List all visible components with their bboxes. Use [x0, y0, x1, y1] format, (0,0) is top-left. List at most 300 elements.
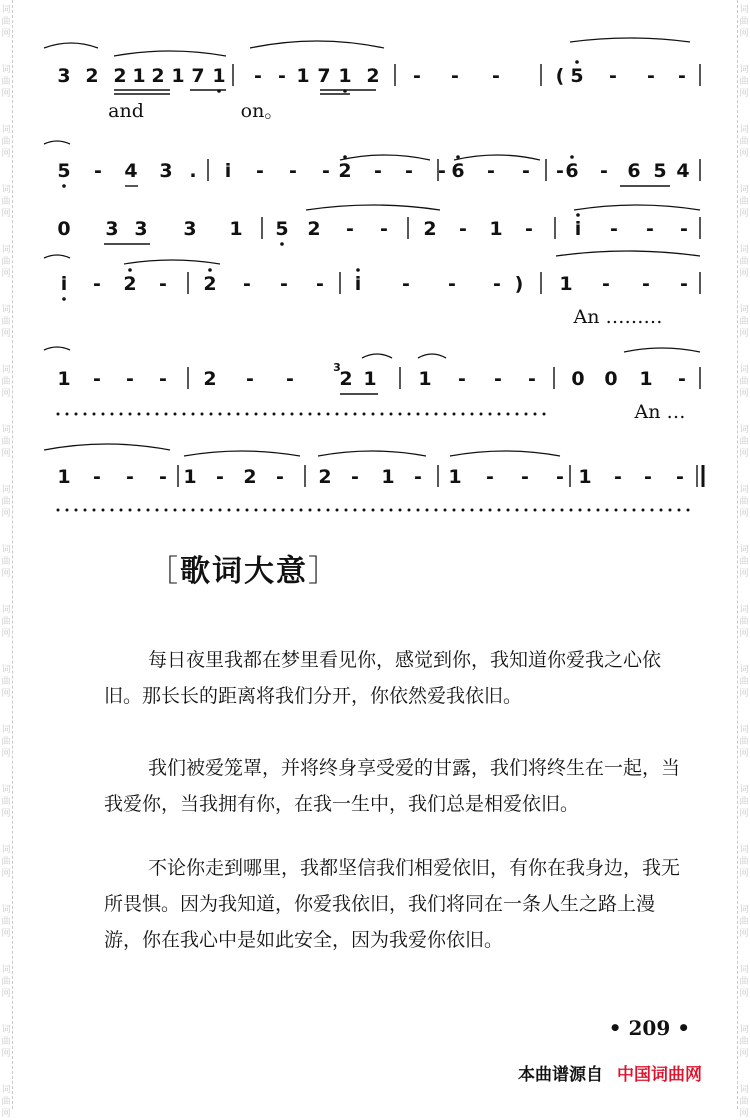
lyric-extension-dot [210, 509, 213, 512]
watermark-text: 词 曲 网 [1, 65, 11, 99]
lyric-extension-dot [210, 413, 213, 416]
row2-note-5: i [224, 160, 232, 182]
lyric-extension-dot [336, 413, 339, 416]
watermark-text: 词 曲 网 [739, 545, 749, 579]
lyric-extension-dot [444, 509, 447, 512]
row4-note-16: - [680, 273, 688, 295]
slur-arc [44, 347, 70, 350]
row2-note-1: - [94, 160, 102, 182]
row1-note-12: 1 [338, 65, 352, 87]
row3-note-11: 1 [489, 218, 503, 240]
row2-note-19: 6 [627, 160, 641, 182]
octave-dot [217, 89, 221, 93]
row5-note-5: - [246, 368, 254, 390]
lyric-extension-dot [633, 509, 636, 512]
row3-note-8: - [380, 218, 388, 240]
lyric-extension-dot [408, 413, 411, 416]
row5-note-9: 1 [418, 368, 432, 390]
lyric-extension-dot [237, 413, 240, 416]
row1-lyric-on: on。 [240, 100, 284, 122]
row6-note-3: - [159, 466, 167, 488]
row2-note-12: - [438, 160, 446, 182]
watermark-text: 词 曲 网 [739, 845, 749, 879]
watermark-text: 词 曲 网 [1, 965, 11, 999]
slur-arc [44, 255, 70, 258]
lyric-extension-dot [120, 509, 123, 512]
row6-note-14: - [521, 466, 529, 488]
row2-note-16: - [556, 160, 564, 182]
octave-dot [343, 89, 347, 93]
lyric-extension-dot [534, 509, 537, 512]
lyric-extension-dot [300, 509, 303, 512]
lyric-extension-dot [165, 509, 168, 512]
slur-arc [44, 141, 70, 144]
row4-note-7: - [316, 273, 324, 295]
lyric-extension-dot [507, 413, 510, 416]
watermark-text: 词 曲 网 [1, 185, 11, 219]
lyric-extension-dot [516, 413, 519, 416]
lyric-extension-dot [75, 509, 78, 512]
watermark-text: 词 曲 网 [1, 725, 11, 759]
octave-dot [575, 60, 579, 64]
row4-note-1: - [93, 273, 101, 295]
lyric-extension-dot [525, 413, 528, 416]
row2-note-4: . [189, 160, 197, 182]
lyric-extension-dot [363, 413, 366, 416]
lyric-extension-dot [363, 509, 366, 512]
lyric-extension-dot [453, 509, 456, 512]
slur-arc [184, 451, 300, 456]
watermark-text: 词 曲 网 [739, 965, 749, 999]
watermark-text: 词 曲 网 [739, 5, 749, 39]
watermark-text: 词 曲 网 [739, 1085, 749, 1119]
row3-note-3: 3 [183, 218, 197, 240]
lyric-extension-dot [273, 509, 276, 512]
row3-note-2: 3 [134, 218, 148, 240]
lyric-extension-dot [174, 413, 177, 416]
row1-note-15: - [451, 65, 459, 87]
lyric-extension-dot [255, 509, 258, 512]
row4-note-5: - [243, 273, 251, 295]
row1-note-2: 2 [113, 65, 127, 87]
row4-note-10: - [448, 273, 456, 295]
lyric-extension-dot [300, 413, 303, 416]
lyric-extension-dot [471, 413, 474, 416]
row6-note-9: - [351, 466, 359, 488]
row2-note-3: 3 [159, 160, 173, 182]
lyric-extension-dot [147, 509, 150, 512]
watermark-text: 词 曲 网 [1, 545, 11, 579]
lyric-extension-dot [516, 509, 519, 512]
lyric-extension-dot [498, 413, 501, 416]
row1-note-3: 1 [132, 65, 146, 87]
row6-note-19: - [676, 466, 684, 488]
row5-note-7: 2 [339, 368, 353, 390]
watermark-text: 词 曲 网 [1, 305, 11, 339]
row5-note-10: - [458, 368, 466, 390]
row5-note-14: 0 [604, 368, 618, 390]
lyric-extension-dot [669, 509, 672, 512]
watermark-text: 词 曲 网 [1, 365, 11, 399]
octave-dot [128, 268, 132, 272]
lyric-extension-dot [381, 413, 384, 416]
watermark-text: 词 曲 网 [739, 605, 749, 639]
lyric-extension-dot [147, 413, 150, 416]
watermark-text: 词 曲 网 [1, 665, 11, 699]
slur-arc [124, 260, 220, 264]
row2-note-18: - [600, 160, 608, 182]
lyric-extension-dot [354, 413, 357, 416]
row2-note-9: 2 [338, 160, 352, 182]
row5-note-12: - [528, 368, 536, 390]
lyric-extension-dot [129, 413, 132, 416]
row6-note-7: - [276, 466, 284, 488]
watermark-text: 词 曲 网 [1, 125, 11, 159]
octave-dot [62, 184, 66, 188]
lyric-extension-dot [138, 509, 141, 512]
lyric-extension-dot [129, 509, 132, 512]
lyric-extension-dot [282, 509, 285, 512]
slur-arc [318, 451, 426, 456]
lyric-extension-dot [615, 509, 618, 512]
row3-note-15: - [646, 218, 654, 240]
lyric-extension-dot [219, 413, 222, 416]
lyric-extension-dot [273, 413, 276, 416]
row1-note-21: - [678, 65, 686, 87]
lyric-extension-dot [84, 509, 87, 512]
lyric-extension-dot [345, 413, 348, 416]
watermark-text: 词 曲 网 [739, 425, 749, 459]
watermark-text: 词 曲 网 [1, 245, 11, 279]
source-site-link[interactable]: 中国词曲网 [617, 1065, 702, 1085]
row3-note-16: - [680, 218, 688, 240]
lyric-extension-dot [354, 509, 357, 512]
row2-note-10: - [374, 160, 382, 182]
row5-note-11: - [494, 368, 502, 390]
lyric-extension-dot [417, 413, 420, 416]
row1-note-19: - [609, 65, 617, 87]
row5-note-3: - [159, 368, 167, 390]
lyric-extension-dot [480, 413, 483, 416]
row5-note-8: 1 [363, 368, 377, 390]
lyric-extension-dot [111, 509, 114, 512]
lyric-extension-dot [183, 509, 186, 512]
row1-note-4: 2 [151, 65, 165, 87]
lyric-extension-dot [399, 413, 402, 416]
lyric-extension-dot [525, 509, 528, 512]
row4-note-12: ) [514, 273, 524, 295]
watermark-text: 词 曲 网 [739, 365, 749, 399]
row6-note-18: - [644, 466, 652, 488]
row2-note-15: - [522, 160, 530, 182]
row2-note-21: 4 [676, 160, 690, 182]
lyric-extension-dot [462, 413, 465, 416]
row3-note-7: - [346, 218, 354, 240]
section-heading [148, 546, 340, 590]
lyric-extension-dot [237, 509, 240, 512]
lyric-extension-dot [183, 413, 186, 416]
lyric-extension-dot [201, 413, 204, 416]
octave-dot [570, 155, 574, 159]
lyric-extension-dot [111, 413, 114, 416]
row6-note-0: 1 [57, 466, 71, 488]
lyric-extension-dot [57, 413, 60, 416]
lyric-extension-dot [120, 413, 123, 416]
lyric-extension-dot [471, 509, 474, 512]
watermark-text: 词 曲 网 [1, 605, 11, 639]
row2-note-7: - [289, 160, 297, 182]
row6-note-15: - [556, 466, 564, 488]
row3-note-9: 2 [423, 218, 437, 240]
row1-note-6: 7 [191, 65, 205, 87]
music-score [0, 0, 750, 530]
row1-note-13: 2 [366, 65, 380, 87]
row6-note-5: - [216, 466, 224, 488]
row1-note-11: 7 [317, 65, 331, 87]
row3-note-13: i [574, 218, 582, 240]
watermark-text: 词 曲 网 [1, 785, 11, 819]
row3-note-12: - [525, 218, 533, 240]
row1-note-10: 1 [296, 65, 310, 87]
lyric-extension-dot [201, 509, 204, 512]
lyric-extension-dot [498, 509, 501, 512]
lyric-extension-dot [561, 509, 564, 512]
row6-note-17: - [614, 466, 622, 488]
row1-note-1: 2 [85, 65, 99, 87]
row4-note-0: i [60, 273, 68, 295]
lyric-extension-dot [192, 509, 195, 512]
slur-arc [44, 43, 98, 48]
lyric-extension-dot [75, 413, 78, 416]
lyric-extension-dot [264, 413, 267, 416]
row4-lyric-an: An ……… [573, 306, 663, 328]
watermark-text: 词 曲 网 [739, 1025, 749, 1059]
slur-arc [570, 38, 690, 42]
row1-note-8: - [254, 65, 262, 87]
row1-note-0: 3 [57, 65, 71, 87]
lyric-extension-dot [246, 413, 249, 416]
lyric-extension-dot [687, 509, 690, 512]
lyric-extension-dot [588, 509, 591, 512]
row2-note-6: - [256, 160, 264, 182]
lyric-extension-dot [489, 413, 492, 416]
lyric-extension-dot [291, 509, 294, 512]
slur-arc [250, 41, 384, 48]
row4-note-6: - [280, 273, 288, 295]
lyric-extension-dot [66, 509, 69, 512]
watermark-text: 词 曲 网 [739, 65, 749, 99]
lyric-extension-dot [66, 413, 69, 416]
row3-note-0: 0 [57, 218, 71, 240]
row1-lyric-and: and [108, 100, 144, 122]
lyric-extension-dot [534, 413, 537, 416]
watermark-text: 词 曲 网 [739, 785, 749, 819]
slur-arc [114, 51, 226, 56]
row4-note-9: - [402, 273, 410, 295]
row6-note-8: 2 [318, 466, 332, 488]
row3-note-5: 5 [275, 218, 289, 240]
lyric-extension-dot [93, 413, 96, 416]
octave-dot [62, 297, 66, 301]
lyric-extension-dot [372, 413, 375, 416]
row1-note-9: - [278, 65, 286, 87]
watermark-text: 词 曲 网 [739, 125, 749, 159]
row2-note-8: - [322, 160, 330, 182]
lyric-extension-dot [372, 509, 375, 512]
row5-note-6: - [286, 368, 294, 390]
lyric-extension-dot [570, 509, 573, 512]
slur-arc [340, 155, 430, 160]
slur-arc [306, 205, 440, 210]
watermark-text: 词 曲 网 [739, 485, 749, 519]
row1-note-20: - [647, 65, 655, 87]
lyric-extension-dot [462, 509, 465, 512]
row2-note-0: 5 [57, 160, 71, 182]
row1-note-14: - [413, 65, 421, 87]
source-credit [518, 1060, 702, 1085]
row4-note-14: - [602, 273, 610, 295]
row2-note-14: - [487, 160, 495, 182]
lyric-extension-dot [336, 509, 339, 512]
heading-title: 歌词大意 [180, 554, 308, 589]
lyric-extension-dot [246, 509, 249, 512]
row6-note-13: - [486, 466, 494, 488]
watermark-text: 词 曲 网 [1, 1025, 11, 1059]
watermark-text: 词 曲 网 [1, 485, 11, 519]
row4-note-8: i [354, 273, 362, 295]
watermark-text: 词 曲 网 [1, 1085, 11, 1119]
row5-lyric-an: An … [634, 401, 686, 423]
row5-note-2: - [126, 368, 134, 390]
lyric-extension-dot [327, 509, 330, 512]
lyric-extension-dot [327, 413, 330, 416]
lyric-extension-dot [156, 413, 159, 416]
row3-note-4: 1 [229, 218, 243, 240]
row6-note-12: 1 [448, 466, 462, 488]
lyric-extension-dot [228, 509, 231, 512]
lyric-extension-dot [417, 509, 420, 512]
octave-dot [208, 268, 212, 272]
lyric-extension-dot [93, 509, 96, 512]
lyric-extension-dot [651, 509, 654, 512]
row5-note-0: 1 [57, 368, 71, 390]
lyric-extension-dot [84, 413, 87, 416]
watermark-text: 词 曲 网 [1, 5, 11, 39]
row6-note-1: - [93, 466, 101, 488]
row6-note-6: 2 [243, 466, 257, 488]
lyric-extension-dot [552, 509, 555, 512]
lyric-extension-dot [426, 413, 429, 416]
watermark-text: 词 曲 网 [1, 845, 11, 879]
row1-note-5: 1 [171, 65, 185, 87]
lyric-extension-dot [264, 509, 267, 512]
lyric-extension-dot [543, 509, 546, 512]
lyric-extension-dot [642, 509, 645, 512]
row4-note-4: 2 [203, 273, 217, 295]
row2-note-20: 5 [653, 160, 667, 182]
row4-note-11: - [493, 273, 501, 295]
watermark-text: 词 曲 网 [739, 185, 749, 219]
slur-arc [44, 444, 170, 450]
row3-note-10: - [459, 218, 467, 240]
heading-bracket-open: ［ [148, 554, 180, 589]
row1-note-7: 1 [212, 65, 226, 87]
slur-arc [450, 451, 560, 456]
lyric-extension-dot [291, 413, 294, 416]
lyric-extension-dot [390, 413, 393, 416]
lyric-extension-dot [435, 413, 438, 416]
slur-arc [556, 251, 700, 256]
page-number: • 209 • [608, 1016, 690, 1040]
row2-note-17: 6 [565, 160, 579, 182]
watermark-text: 词 曲 网 [1, 425, 11, 459]
row5-note-13: 0 [571, 368, 585, 390]
row3-note-14: - [610, 218, 618, 240]
lyric-extension-dot [480, 509, 483, 512]
row6-note-10: 1 [381, 466, 395, 488]
lyric-extension-dot [309, 413, 312, 416]
row3-note-1: 3 [105, 218, 119, 240]
lyric-extension-dot [318, 413, 321, 416]
lyric-extension-dot [219, 509, 222, 512]
slur-arc [418, 354, 446, 358]
source-label: 本曲谱源自 [518, 1065, 603, 1085]
lyric-extension-dot [678, 509, 681, 512]
row1-note-16: - [492, 65, 500, 87]
slur-arc [624, 348, 700, 352]
lyric-extension-dot [543, 413, 546, 416]
watermark-text: 词 曲 网 [1, 905, 11, 939]
row2-note-13: 6 [451, 160, 465, 182]
row4-note-13: 1 [559, 273, 573, 295]
lyric-extension-dot [156, 509, 159, 512]
lyric-extension-dot [489, 509, 492, 512]
row1-note-17: ( [555, 65, 565, 87]
lyric-extension-dot [57, 509, 60, 512]
lyric-extension-dot [174, 509, 177, 512]
row1-note-18: 5 [570, 65, 584, 87]
lyric-extension-dot [282, 413, 285, 416]
lyric-extension-dot [390, 509, 393, 512]
row2-note-11: - [405, 160, 413, 182]
lyric-extension-dot [381, 509, 384, 512]
row4-note-3: - [159, 273, 167, 295]
watermark-text: 词 曲 网 [739, 245, 749, 279]
lyric-extension-dot [255, 413, 258, 416]
slur-arc [362, 354, 392, 358]
watermark-text: 词 曲 网 [739, 305, 749, 339]
watermark-text: 词 曲 网 [739, 905, 749, 939]
lyric-extension-dot [606, 509, 609, 512]
row2-note-2: 4 [124, 160, 138, 182]
row4-note-15: - [642, 273, 650, 295]
lyric-extension-dot [624, 509, 627, 512]
row5-note-1: - [93, 368, 101, 390]
lyric-extension-dot [102, 413, 105, 416]
lyric-extension-dot [435, 509, 438, 512]
octave-dot [280, 242, 284, 246]
lyric-extension-dot [507, 509, 510, 512]
lyric-extension-dot [408, 509, 411, 512]
slur-arc [574, 205, 700, 210]
lyric-extension-dot [138, 413, 141, 416]
watermark-text: 词 曲 网 [739, 725, 749, 759]
row5-note-16: - [678, 368, 686, 390]
lyric-extension-dot [579, 509, 582, 512]
lyric-extension-dot [102, 509, 105, 512]
octave-dot [576, 213, 580, 217]
row5-note-15: 1 [639, 368, 653, 390]
